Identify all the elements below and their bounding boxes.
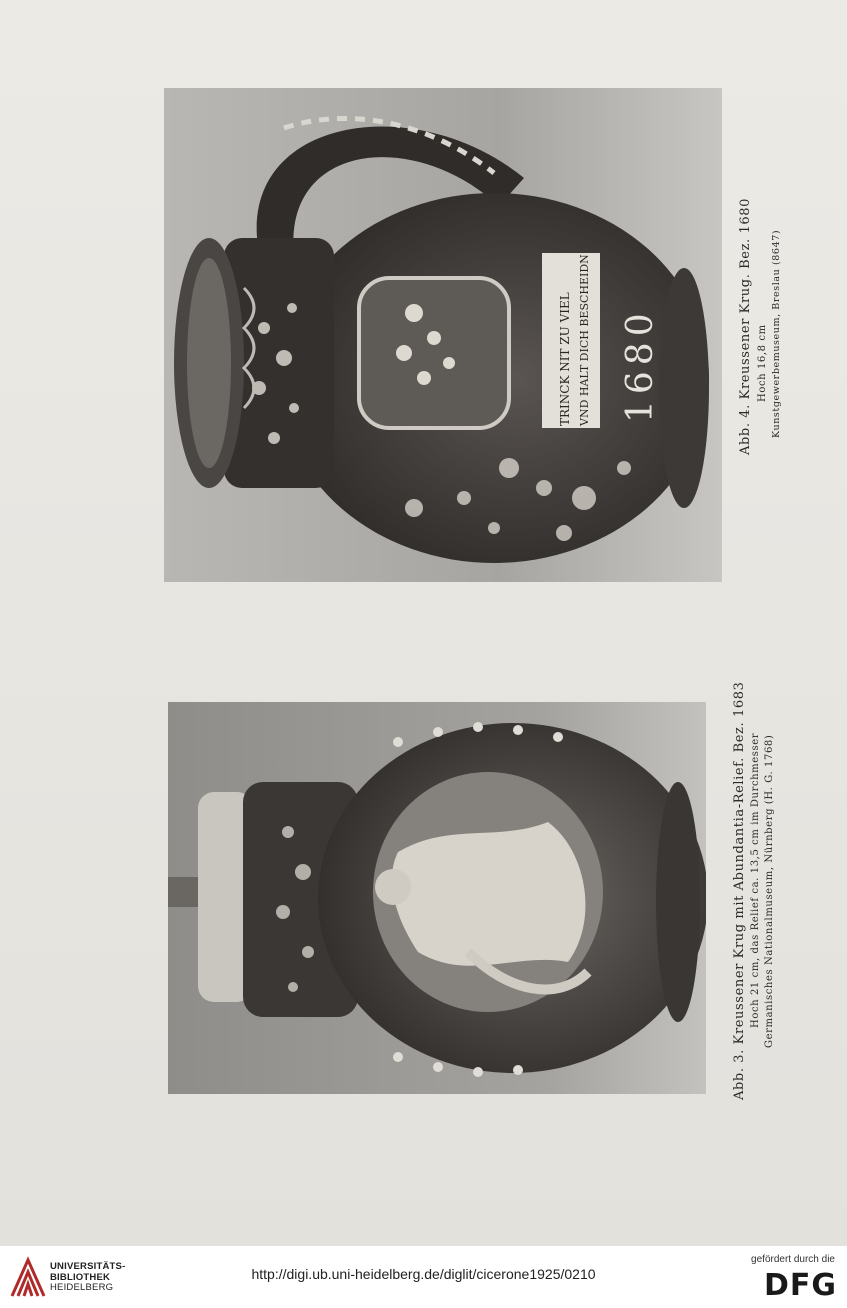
caption-abb3-title: Abb. 3. Kreussener Krug mit Abundantia-Relief. Bez. 1683 xyxy=(732,681,747,1100)
caption-abb4-title: Abb. 4. Kreussener Krug. Bez. 1680 xyxy=(738,197,753,455)
jug-inscription-line2: VND HALT DICH BESCHEIDN xyxy=(578,254,591,426)
dfg-logo: DFG xyxy=(763,1268,837,1303)
library-name-line3: HEIDELBERG xyxy=(50,1282,114,1293)
digitization-footer xyxy=(0,1246,847,1308)
figure-abb4-photo xyxy=(164,88,722,582)
caption-abb4-museum: Kunstgewerbemuseum, Breslau (8647) xyxy=(771,229,782,438)
permalink-url[interactable]: http://digi.ub.uni-heidelberg.de/diglit/cicerone1925/0210 xyxy=(251,1266,596,1282)
funding-note: gefördert durch die xyxy=(751,1254,835,1265)
caption-abb4-height: Hoch 16,8 cm xyxy=(757,324,768,402)
caption-abb3-size: Hoch 21 cm, das Relief ca. 13,5 cm im Durchmesser xyxy=(750,732,761,1028)
figure-abb3-photo xyxy=(168,702,706,1094)
library-name-line1: UNIVERSITÄTS- xyxy=(50,1261,126,1272)
jug-inscription-line1: TRINCK NIT ZU VIEL xyxy=(558,292,572,426)
caption-abb3-museum: Germanisches Nationalmuseum, Nürnberg (H. G. 1768) xyxy=(764,734,775,1048)
jug-date: 1680 xyxy=(620,307,661,423)
jug-1680-illustration xyxy=(164,88,722,582)
library-name-line2: BIBLIOTHEK xyxy=(50,1271,111,1283)
jug-abundantia-illustration xyxy=(168,702,706,1094)
